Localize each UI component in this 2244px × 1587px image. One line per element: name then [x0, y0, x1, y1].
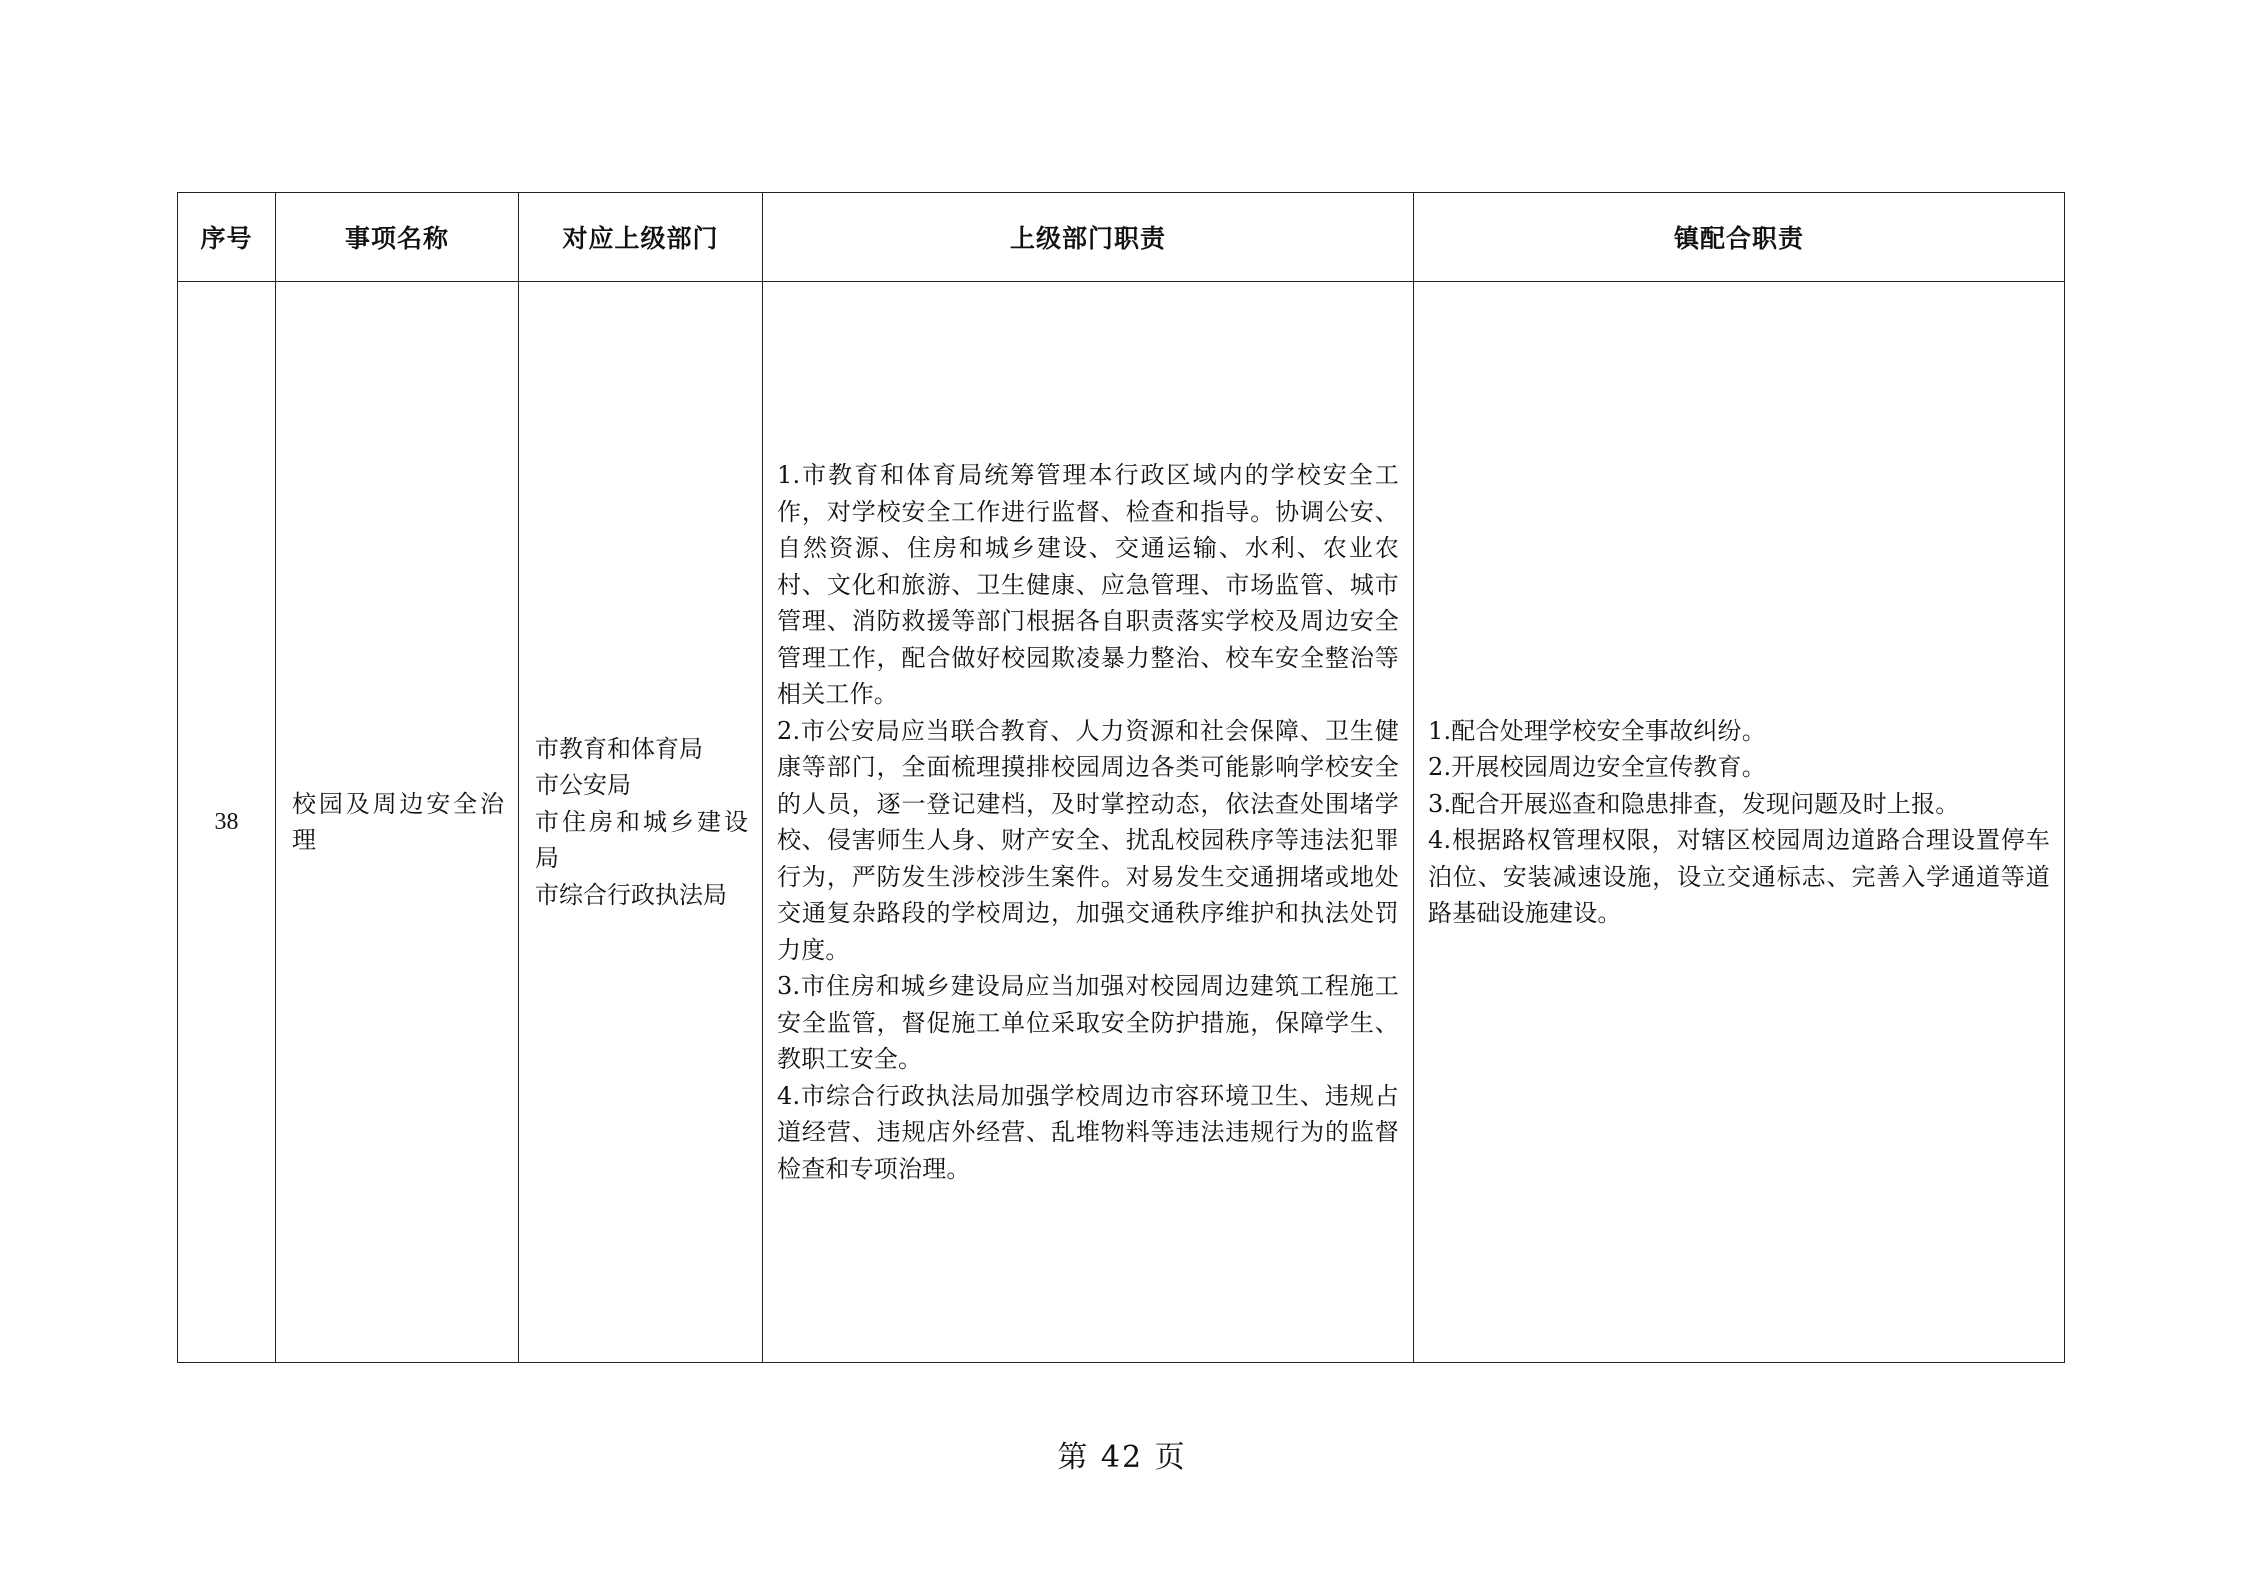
- header-superior-department: 对应上级部门: [519, 193, 763, 282]
- cell-superior-duties: [763, 282, 1414, 1363]
- header-town-duties: 镇配合职责: [1414, 193, 2065, 282]
- town-duty-paragraph: 2.开展校园周边安全宣传教育。: [1428, 753, 1766, 781]
- town-duty-paragraph: 4.根据路权管理权限，对辖区校园周边道路合理设置停车泊位、安装减速设施，设立交通标志、完善入学通道等道路基础设施建设。: [1428, 826, 2050, 927]
- superior-duty-list: [763, 457, 1413, 1187]
- cell-departments: [519, 282, 763, 1363]
- superior-duty-paragraph: 1.市教育和体育局统筹管理本行政区域内的学校安全工作，对学校安全工作进行监督、检查和指导。协调公安、自然资源、住房和城乡建设、交通运输、水利、农业农村、文化和旅游、卫生健康、应急管理、市场监管、城市管理、消防救援等部门根据各自职责落实学校及周边安全管理工作，配合做好校园欺凌暴力整治、校车安全整治等相关工作。: [777, 461, 1399, 708]
- table-header-row: [178, 193, 2065, 282]
- town-duty-paragraph: 3.配合开展巡查和隐患排查，发现问题及时上报。: [1428, 789, 1960, 818]
- cell-item-name: [276, 282, 519, 1363]
- page-number: 第 42 页: [1057, 1440, 1187, 1475]
- town-duty-list: [1414, 713, 2064, 932]
- superior-duty-paragraph: 3.市住房和城乡建设局应当加强对校园周边建筑工程施工安全监管，督促施工单位采取安全防护措施，保障学生、教职工安全。: [777, 972, 1399, 1073]
- town-duty-paragraph: 1.配合处理学校安全事故纠纷。: [1428, 716, 1766, 745]
- cell-serial-number: 38: [178, 282, 276, 1363]
- superior-duty-paragraph: 2.市公安局应当联合教育、人力资源和社会保障、卫生健康等部门，全面梳理摸排校园周边各类可能影响学校安全的人员，逐一登记建档，及时掌控动态，依法查处围堵学校、侵害师生人身、财产安全、扰乱校园秩序等违法犯罪行为，严防发生涉校涉生案件。对易发生交通拥堵或地处交通复杂路段的学校周边，加强交通秩序维护和执法处罚力度。: [777, 716, 1399, 964]
- cell-town-duties: [1414, 282, 2065, 1363]
- item-name-text: 校园及周边安全治理: [292, 789, 504, 854]
- header-serial-number: 序号: [178, 193, 276, 282]
- department-line: 市综合行政执法局: [535, 880, 727, 909]
- header-item-name: 事项名称: [276, 193, 519, 282]
- department-line: 市教育和体育局: [535, 734, 703, 763]
- department-list: [519, 731, 762, 914]
- department-line: 市公安局: [535, 771, 631, 800]
- department-line: 市住房和城乡建设局: [535, 807, 748, 873]
- header-superior-duties: 上级部门职责: [763, 193, 1414, 282]
- superior-duty-paragraph: 4.市综合行政执法局加强学校周边市容环境卫生、违规占道经营、违规店外经营、乱堆物料等违法违规行为的监督检查和专项治理。: [777, 1081, 1399, 1183]
- table-row: [178, 282, 2065, 1363]
- responsibility-table: [177, 192, 2065, 1363]
